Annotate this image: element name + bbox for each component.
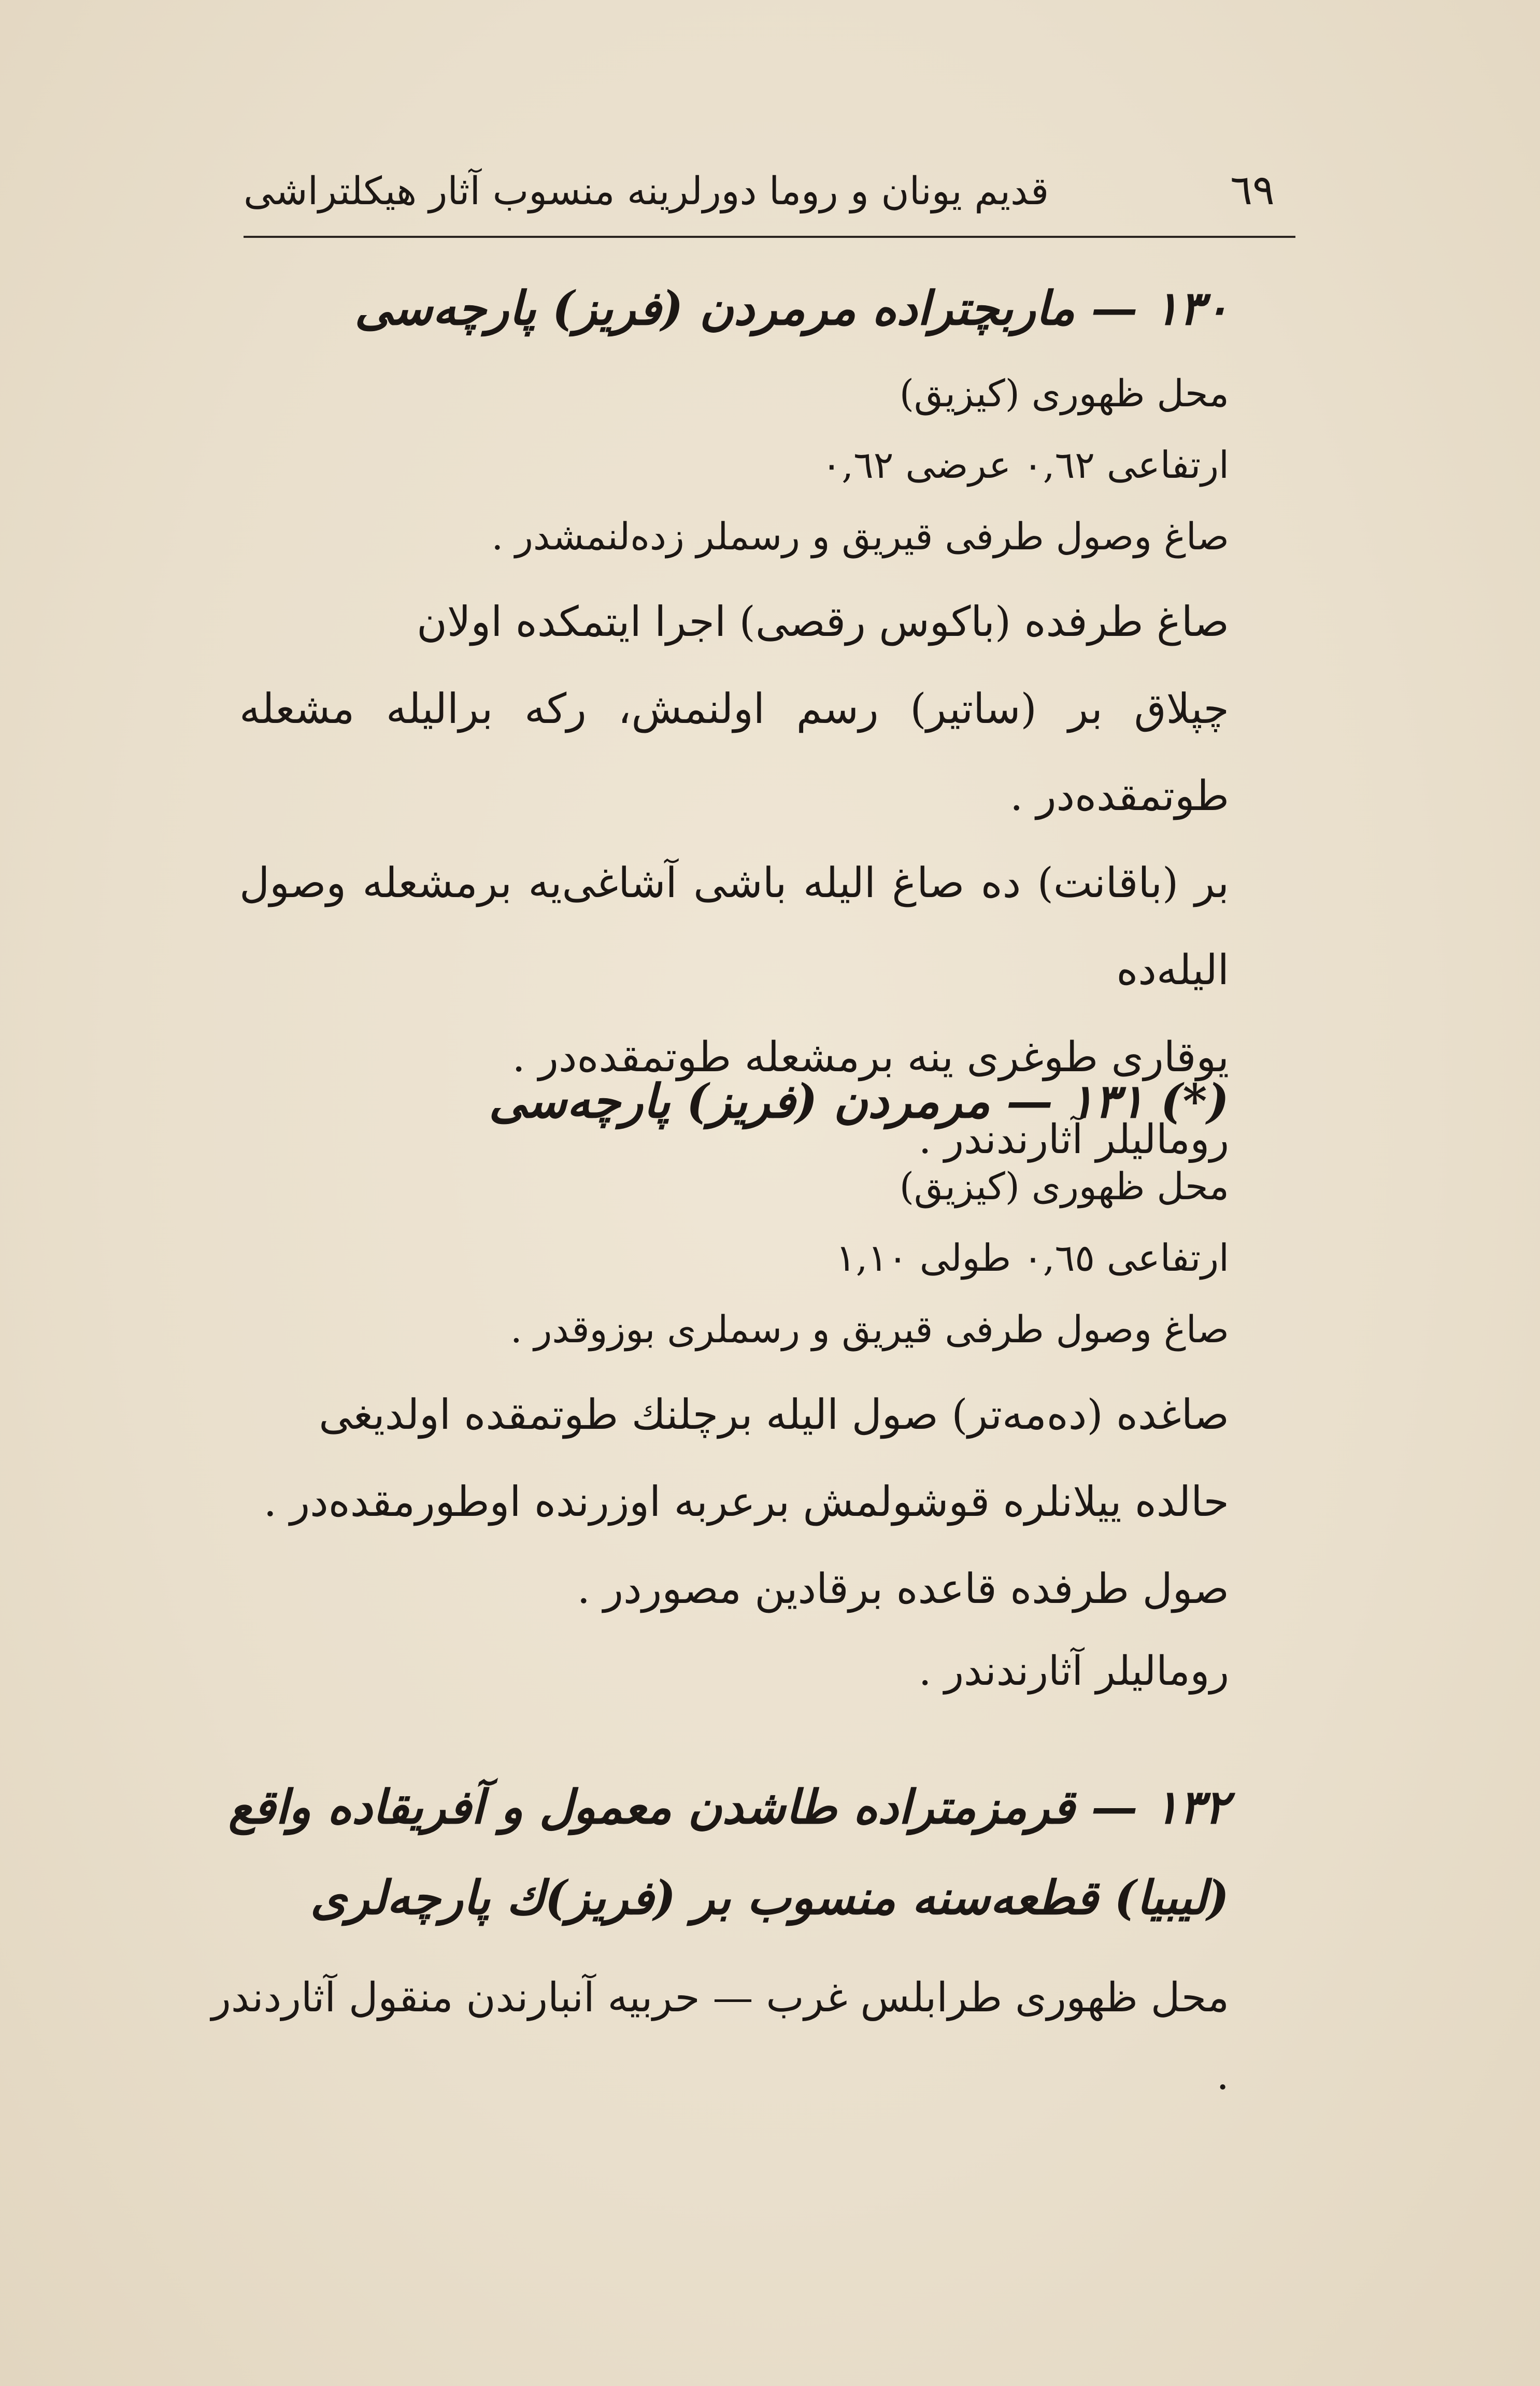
entry-130-meta (239, 358, 1229, 572)
entry-132-provenance: محل ظهورى طرابلس غرب — حربيه آنبارندن منقول آثاردندر . (211, 1975, 1229, 2099)
running-head: قديم يونان و روما دورلرينه منسوب آثار هيكلتراشى (244, 169, 1049, 214)
entry-130-attribution: روماليلر آثارندندر . (918, 1116, 1229, 1163)
entry-130-title: ١٣٠ — ماربچتراده مرمردن (فريز) پارچه‌سى (354, 281, 1229, 336)
entry-131-meta (239, 1151, 1229, 1365)
entry-132-title-line-2: (ليبيا) قطعه‌سنه منسوب بر (فريز)ك پارچه‌لرى (310, 1870, 1229, 1925)
entry-130-line-3: بر (باقانت) ده صاغ اليله باشى آشاغى‌يه برمشعله وصول اليله‌ده (239, 859, 1229, 994)
entry-130-line-2: چپلاق بر (ساتير) رسم اولنمش، ركه براليله مشعله طوتمقده‌در . (239, 685, 1229, 820)
entry-131-line-1: صاغده (ده‌مه‌تر) صول اليله برچلنك طوتمقده اولديغى (319, 1390, 1229, 1439)
entry-131-line-2: حالده ييلانلره قوشولمش برعربه اوزرنده اوطورمقده‌در . (263, 1478, 1229, 1526)
entry-130 (239, 269, 1229, 1178)
entry-131-dimensions: ارتفاعى ٠,٦٥ طولى ١,١٠ (835, 1236, 1229, 1280)
entry-131-condition: صاغ وصول طرفى قيريق و رسملرى بوزوقدر . (510, 1308, 1229, 1351)
entry-130-line-4: يوقارى طوغرى ينه برمشعله طوتمقده‌در . (512, 1033, 1229, 1081)
entry-130-location: محل ظهورى (كيزيق) (899, 372, 1229, 415)
entry-130-line-1: صاغ طرفده (باكوس رقصى) اجرا ايتمكده اولان (417, 598, 1229, 646)
entry-131-description (239, 1371, 1229, 1632)
entry-131-attribution: روماليلر آثارندندر . (918, 1648, 1229, 1695)
entry-131 (239, 1062, 1229, 1710)
entry-130-dimensions: ارتفاعى ٠,٦٢ عرضى ٠,٦٢ (821, 443, 1229, 487)
header-rule (244, 236, 1295, 238)
page-header (244, 166, 1275, 214)
entry-132-title-line-1: ١٣٢ — قرمزمتراده طاشدن معمول و آفريقاده واقع (228, 1780, 1229, 1835)
entry-132 (193, 1762, 1229, 2114)
entry-131-line-3: صول طرفده قاعده برقادين مصوردر . (577, 1565, 1229, 1613)
page-number: ٦٩ (1230, 166, 1275, 214)
entry-131-title: (*) ١٣١ — مرمردن (فريز) پارچه‌سى (489, 1074, 1229, 1129)
entry-131-location: محل ظهورى (كيزيق) (899, 1164, 1229, 1208)
entry-130-description (239, 578, 1229, 1101)
entry-130-condition: صاغ وصول طرفى قيريق و رسملر زده‌لنمشدر . (491, 515, 1229, 558)
